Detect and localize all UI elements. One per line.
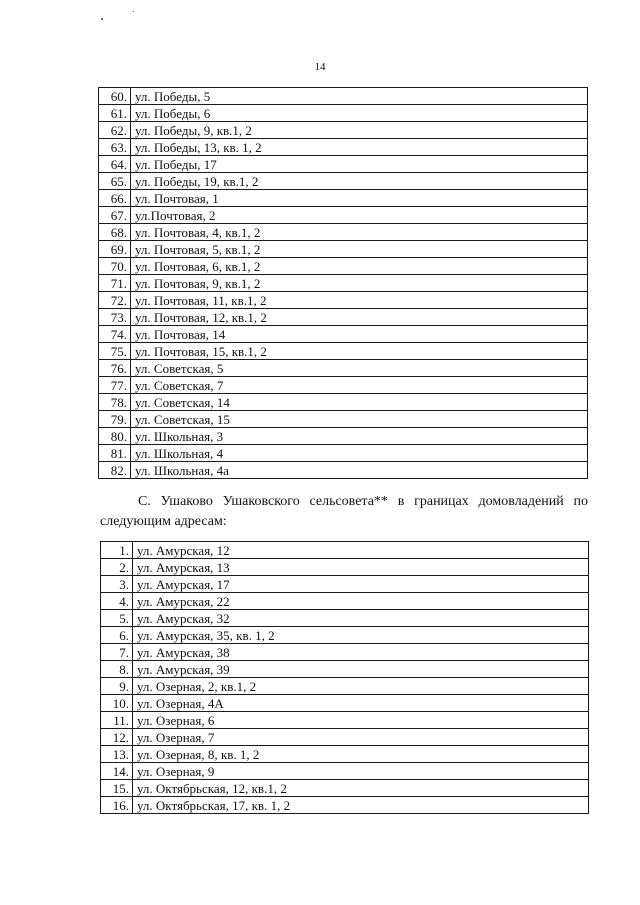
table-row: [99, 275, 588, 292]
table-row: [99, 173, 588, 190]
row-number: 64.: [99, 156, 131, 173]
row-number: 14.: [101, 763, 133, 780]
row-number: 63.: [99, 139, 131, 156]
row-number: 3.: [101, 576, 133, 593]
row-address: ул. Озерная, 2, кв.1, 2: [133, 678, 589, 695]
table-row: [99, 122, 588, 139]
table-row: [99, 377, 588, 394]
table-row: [99, 88, 588, 105]
row-number: 10.: [101, 695, 133, 712]
table-row: [99, 411, 588, 428]
table-row: [101, 746, 589, 763]
row-address: ул. Почтовая, 4, кв.1, 2: [131, 224, 588, 241]
row-address: ул. Октябрьская, 17, кв. 1, 2: [133, 797, 589, 814]
row-address: ул. Амурская, 22: [133, 593, 589, 610]
row-number: 69.: [99, 241, 131, 258]
table-row: [99, 190, 588, 207]
row-number: 16.: [101, 797, 133, 814]
table-row: [101, 593, 589, 610]
row-address: ул. Победы, 6: [131, 105, 588, 122]
row-address: ул. Почтовая, 1: [131, 190, 588, 207]
row-number: 61.: [99, 105, 131, 122]
row-address: ул. Почтовая, 14: [131, 326, 588, 343]
page-number: 14: [314, 61, 326, 73]
row-number: 6.: [101, 627, 133, 644]
table-row: [101, 610, 589, 627]
row-number: 5.: [101, 610, 133, 627]
row-number: 80.: [99, 428, 131, 445]
table-row: [99, 445, 588, 462]
row-address: ул. Победы, 17: [131, 156, 588, 173]
row-number: 65.: [99, 173, 131, 190]
row-address: ул. Почтовая, 5, кв.1, 2: [131, 241, 588, 258]
row-address: ул. Амурская, 38: [133, 644, 589, 661]
table-row: [101, 780, 589, 797]
row-number: 13.: [101, 746, 133, 763]
row-address: ул. Почтовая, 15, кв.1, 2: [131, 343, 588, 360]
row-address: ул. Амурская, 35, кв. 1, 2: [133, 627, 589, 644]
table-row: [99, 462, 588, 479]
row-number: 12.: [101, 729, 133, 746]
table-row: [101, 559, 589, 576]
table-row: [101, 695, 589, 712]
row-number: 66.: [99, 190, 131, 207]
row-number: 11.: [101, 712, 133, 729]
row-number: 1.: [101, 542, 133, 559]
row-address: ул. Почтовая, 9, кв.1, 2: [131, 275, 588, 292]
table-row: [101, 763, 589, 780]
table-row: [99, 139, 588, 156]
table-row: [99, 309, 588, 326]
row-address: ул. Амурская, 12: [133, 542, 589, 559]
table-row: [99, 105, 588, 122]
row-address: ул. Почтовая, 6, кв.1, 2: [131, 258, 588, 275]
row-address: ул. Школьная, 3: [131, 428, 588, 445]
row-number: 78.: [99, 394, 131, 411]
row-number: 68.: [99, 224, 131, 241]
address-table-2-body: [101, 542, 589, 814]
row-number: 77.: [99, 377, 131, 394]
row-number: 73.: [99, 309, 131, 326]
row-number: 8.: [101, 661, 133, 678]
row-address: ул. Победы, 19, кв.1, 2: [131, 173, 588, 190]
address-table-1-body: [99, 88, 588, 479]
row-address: ул. Озерная, 4А: [133, 695, 589, 712]
table-row: [101, 644, 589, 661]
row-number: 75.: [99, 343, 131, 360]
row-number: 4.: [101, 593, 133, 610]
row-address: ул. Школьная, 4: [131, 445, 588, 462]
table-row: [101, 627, 589, 644]
row-number: 9.: [101, 678, 133, 695]
row-address: ул. Амурская, 39: [133, 661, 589, 678]
row-number: 67.: [99, 207, 131, 224]
row-number: 7.: [101, 644, 133, 661]
row-number: 76.: [99, 360, 131, 377]
row-number: 74.: [99, 326, 131, 343]
row-address: ул. Почтовая, 12, кв.1, 2: [131, 309, 588, 326]
table-row: [101, 797, 589, 814]
table-row: [99, 258, 588, 275]
row-address: ул. Почтовая, 11, кв.1, 2: [131, 292, 588, 309]
row-address: ул. Победы, 9, кв.1, 2: [131, 122, 588, 139]
row-number: 81.: [99, 445, 131, 462]
row-address: ул. Победы, 5: [131, 88, 588, 105]
row-number: 72.: [99, 292, 131, 309]
row-address: ул. Амурская, 32: [133, 610, 589, 627]
table-row: [99, 360, 588, 377]
row-address: ул. Амурская, 17: [133, 576, 589, 593]
table-row: [99, 224, 588, 241]
table-row: [99, 326, 588, 343]
table-row: [99, 156, 588, 173]
table-row: [101, 729, 589, 746]
table-row: [99, 241, 588, 258]
row-number: 60.: [99, 88, 131, 105]
table-row: [101, 661, 589, 678]
row-address: ул.Почтовая, 2: [131, 207, 588, 224]
row-address: ул. Октябрьская, 12, кв.1, 2: [133, 780, 589, 797]
row-address: ул. Советская, 5: [131, 360, 588, 377]
address-table-2: [100, 541, 589, 814]
row-number: 79.: [99, 411, 131, 428]
row-address: ул. Победы, 13, кв. 1, 2: [131, 139, 588, 156]
table-row: [101, 542, 589, 559]
row-address: ул. Озерная, 9: [133, 763, 589, 780]
scan-speck: [133, 11, 134, 12]
row-number: 70.: [99, 258, 131, 275]
row-number: 62.: [99, 122, 131, 139]
row-address: ул. Советская, 15: [131, 411, 588, 428]
row-address: ул. Озерная, 7: [133, 729, 589, 746]
table-row: [99, 292, 588, 309]
table-row: [99, 207, 588, 224]
row-address: ул. Амурская, 13: [133, 559, 589, 576]
table-row: [99, 343, 588, 360]
row-address: ул. Советская, 14: [131, 394, 588, 411]
row-number: 71.: [99, 275, 131, 292]
section-heading: С. Ушаково Ушаковского сельсовета** в границах домовладений по следующим адресам:: [100, 494, 588, 529]
row-address: ул. Озерная, 8, кв. 1, 2: [133, 746, 589, 763]
row-number: 82.: [99, 462, 131, 479]
table-row: [99, 428, 588, 445]
table-row: [101, 712, 589, 729]
table-row: [101, 576, 589, 593]
table-row: [101, 678, 589, 695]
row-address: ул. Школьная, 4а: [131, 462, 588, 479]
row-address: ул. Советская, 7: [131, 377, 588, 394]
row-number: 2.: [101, 559, 133, 576]
scan-speck: [101, 18, 103, 20]
row-number: 15.: [101, 780, 133, 797]
address-table-1: [98, 87, 588, 479]
row-address: ул. Озерная, 6: [133, 712, 589, 729]
table-row: [99, 394, 588, 411]
